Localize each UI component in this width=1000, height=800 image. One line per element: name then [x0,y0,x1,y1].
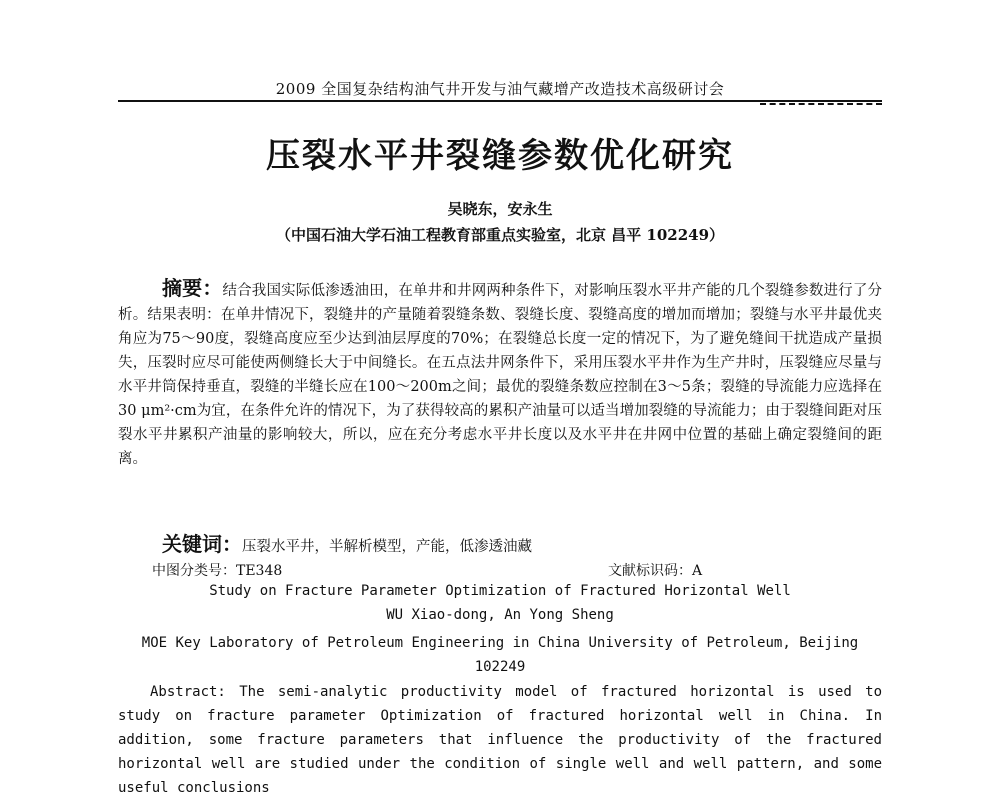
document-code: 文献标识码：A [608,563,703,579]
header-rule-dashed [760,103,882,105]
classification-number: 中图分类号：TE348 [152,563,283,579]
english-title: Study on Fracture Parameter Optimization of Fractured Horizontal Well [209,583,791,599]
paper-authors: 吴晓东，安永生 [447,200,553,218]
english-abstract: Abstract: The semi-analytic productivity model of fractured horizontal is used to study on fracture parameter Optimization of fractured horizontal well in China. In addition, some fracture parameters that influence the productivity of the fractured horizontal well are studied under the condition of single well and well pattern, and some useful conclusions [118,684,882,796]
english-affiliation: MOE Key Laboratory of Petroleum Engineering in China University of Petroleum, Beijing 102249 [141,635,859,675]
abstract-paragraph [118,276,882,471]
paper-title: 压裂水平井裂缝参数优化研究 [266,136,734,176]
abstract-label: 摘要： [162,276,223,300]
header-rule [118,100,882,102]
keywords-line [162,528,882,557]
abstract-text: 结合我国实际低渗透油田，在单井和井网两种条件下，对影响压裂水平井产能的几个裂缝参数进行了分析。结果表明：在单井情况下，裂缝井的产量随着裂缝条数、裂缝长度、裂缝高度的增加而增加；裂缝与水平井最优夹角应为75～90度，裂缝高度应至少达到油层厚度的70%；在裂缝总长度一定的情况下，为了避免缝间干扰造成产量损失，压裂时应尽可能使两侧缝长大于中间缝长。在五点法井网条件下，采用压裂水平井作为生产井时，压裂缝应尽量与水平井筒保持垂直，裂缝的半缝长应在100～200m之间；最优的裂缝条数应控制在3～5条；裂缝的导流能力应选择在30 μm²·cm为宜，在条件允许的情况下，为了获得较高的累积产油量可以适当增加裂缝的导流能力；由于裂缝间距对压裂水平井累积产油量的影响较大，所以，应在充分考虑水平井长度以及水平井在井网中位置的基础上确定裂缝间的距离。 [118,283,883,467]
conference-header: 2009 全国复杂结构油气井开发与油气藏增产改造技术高级研讨会 [275,80,725,98]
keywords-label: 关键词： [162,532,242,556]
english-authors: WU Xiao-dong, An Yong Sheng [386,607,614,623]
paper-affiliation: （中国石油大学石油工程教育部重点实验室，北京 昌平 102249） [275,226,725,244]
keywords-text: 压裂水平井，半解析模型，产能，低渗透油藏 [242,539,532,555]
